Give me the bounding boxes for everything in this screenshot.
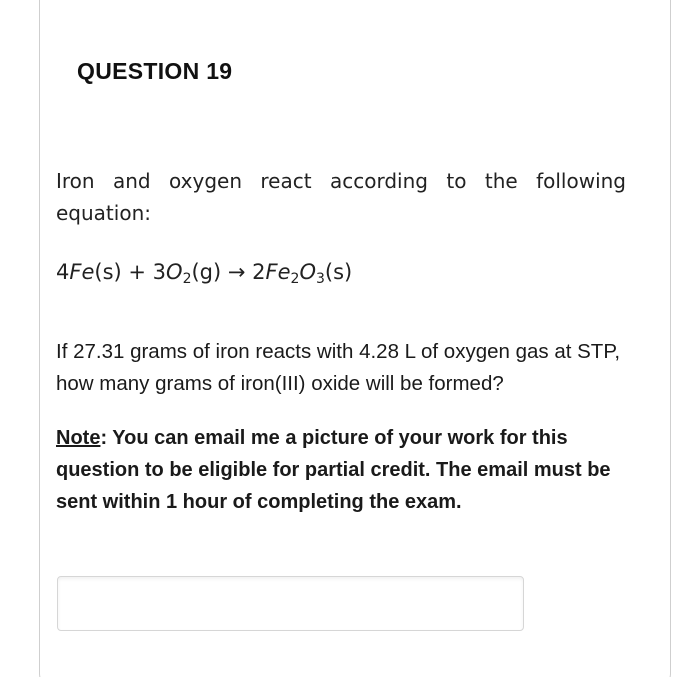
eq-plus: + <box>121 260 153 284</box>
chemical-equation <box>56 260 352 287</box>
eq-sub-3b: 3 <box>315 271 325 287</box>
note-text: : You can email me a picture of your work for this question to be eligible for partial credit. The email must be sent within 1 hour of completing the exam. <box>56 427 611 513</box>
eq-reactant-fe: Fe <box>69 260 95 284</box>
eq-coef-2: 3 <box>152 260 167 284</box>
answer-input[interactable] <box>57 576 524 631</box>
eq-state-1: (s) <box>94 260 122 284</box>
eq-reactant-o: O <box>166 260 183 284</box>
eq-sub-3a: 2 <box>290 271 300 287</box>
eq-coef-3: 2 <box>252 260 266 284</box>
question-note <box>56 422 646 518</box>
eq-arrow: → <box>221 260 253 284</box>
eq-state-2: (g) <box>191 260 222 284</box>
eq-sub-2: 2 <box>182 271 192 287</box>
eq-product-o: O <box>299 260 316 284</box>
eq-product-fe: Fe <box>265 260 291 284</box>
eq-coef-1: 4 <box>56 260 70 284</box>
question-body: If 27.31 grams of iron reacts with 4.28 L of oxygen gas at STP, how many grams of iron(III) oxide will be formed? <box>56 340 621 395</box>
eq-state-3: (s) <box>324 260 353 284</box>
question-prompt: Iron and oxygen react according to the following equation: <box>56 169 626 225</box>
note-label: Note <box>56 427 101 449</box>
question-title: QUESTION 19 <box>77 58 233 84</box>
